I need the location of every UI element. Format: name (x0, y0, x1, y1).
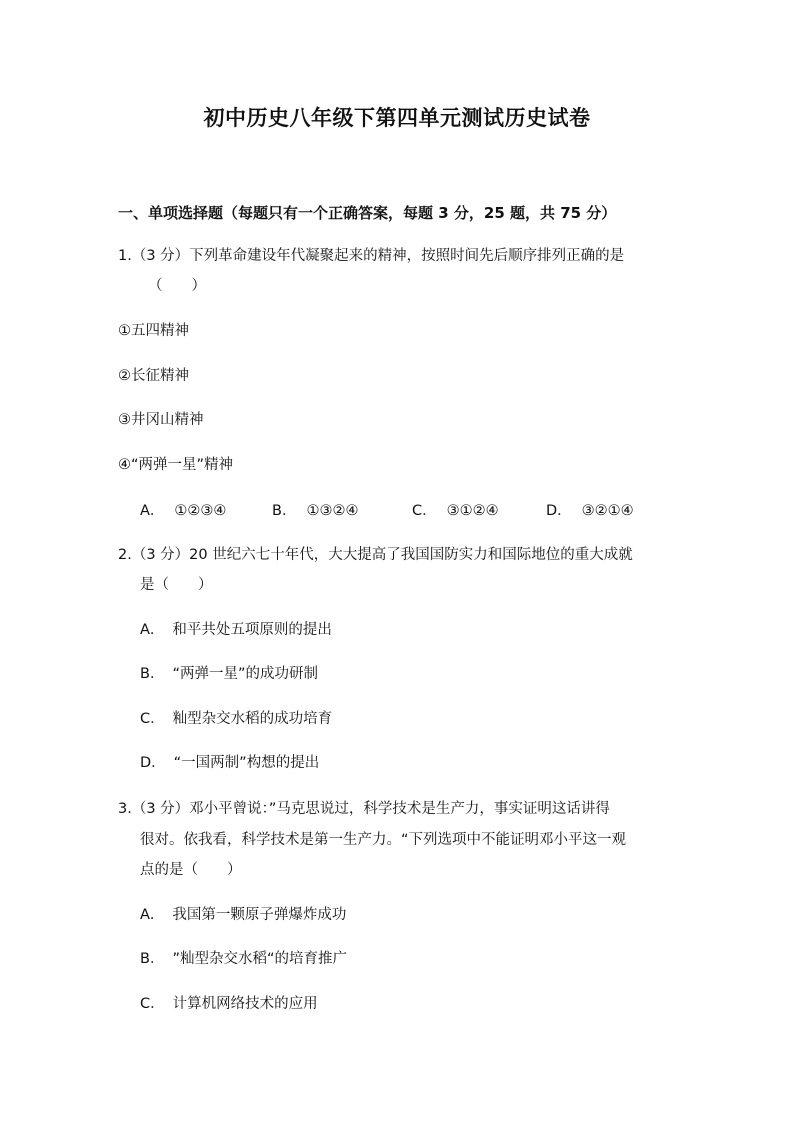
option-label: A． (140, 622, 165, 638)
question-1-stem: 1.（3 分）下列革命建设年代凝聚起来的精神，按照时间先后顺序排列正确的是 (118, 248, 625, 264)
option-label: B． (272, 503, 297, 519)
section-header: 一、单项选择题（每题只有一个正确答案，每题 3 分，25 题，共 75 分） (118, 204, 617, 222)
option-label: D． (546, 503, 572, 519)
option-label: C． (140, 711, 165, 727)
option-text: 我国第一颗原子弹爆炸成功 (172, 907, 347, 923)
question-1-option-a[interactable] (140, 499, 226, 520)
option-text: ①③②④ (306, 503, 359, 519)
option-text: “一国两制”构想的提出 (173, 755, 320, 771)
question-2-option-a[interactable] (140, 620, 332, 640)
question-1-item-3: ③井冈山精神 (118, 412, 204, 428)
question-2-option-c[interactable] (140, 709, 332, 729)
option-label: B． (140, 951, 165, 967)
option-text: ①②③④ (174, 503, 227, 519)
option-label: C． (412, 503, 437, 519)
option-text: ③①②④ (446, 503, 499, 519)
question-3-stem-cont-1: 很对。依我看，科学技术是第一生产力。“下列选项中不能证明邓小平这一观 (140, 832, 627, 848)
question-1-item-4: ④“两弹一星”精神 (118, 457, 234, 473)
option-text: ③②①④ (581, 503, 634, 519)
question-2-option-d[interactable] (140, 753, 319, 773)
question-2-stem-cont: 是（ ） (140, 577, 213, 593)
question-3-option-c[interactable] (140, 994, 318, 1014)
question-1-item-2: ②长征精神 (118, 368, 189, 384)
option-text: ”籼型杂交水稻“的培育推广 (172, 951, 347, 967)
question-1-paren: （ ） (148, 278, 206, 294)
option-label: C． (140, 996, 165, 1012)
question-3-stem: 3.（3 分）邓小平曾说：”马克思说过，科学技术是生产力，事实证明这话讲得 (118, 801, 610, 817)
question-3-option-b[interactable] (140, 949, 347, 969)
option-label: D． (140, 755, 166, 771)
question-2-option-b[interactable] (140, 664, 318, 684)
question-1-option-d[interactable] (546, 499, 634, 520)
option-label: B． (140, 666, 165, 682)
option-text: “两弹一星”的成功研制 (172, 666, 318, 682)
option-text: 计算机网络技术的应用 (172, 996, 318, 1012)
option-text: 籼型杂交水稻的成功培育 (172, 711, 333, 727)
question-1-option-c[interactable] (412, 499, 499, 520)
question-1-item-1: ①五四精神 (118, 323, 189, 339)
option-label: A． (140, 907, 165, 923)
question-3-option-a[interactable] (140, 905, 346, 925)
question-3-stem-cont-2: 点的是（ ） (140, 862, 242, 878)
question-1-option-b[interactable] (272, 499, 358, 520)
option-text: 和平共处五项原则的提出 (172, 622, 332, 638)
option-label: A． (140, 503, 165, 519)
question-1-options (140, 499, 700, 521)
question-2-stem: 2.（3 分）20 世纪六七十年代，大大提高了我国国防实力和国际地位的重大成就 (118, 547, 633, 563)
page-title: 初中历史八年级下第四单元测试历史试卷 (203, 106, 591, 130)
